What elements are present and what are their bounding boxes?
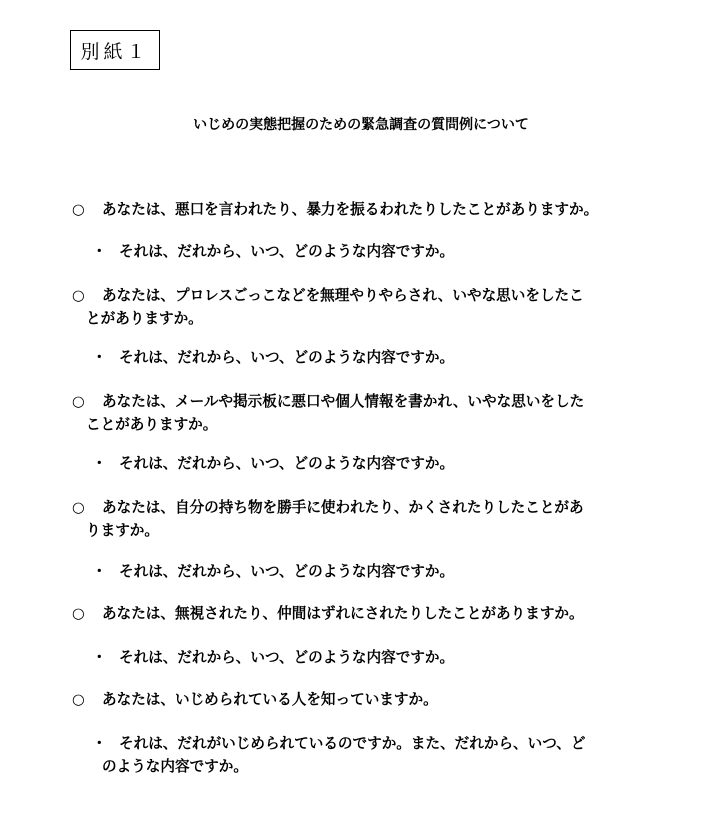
attachment-label <box>70 30 160 70</box>
circle-bullet-icon: ○ <box>72 605 85 622</box>
question-text: あなたは、いじめられている人を知っていますか。 <box>102 691 438 708</box>
sub-question-item <box>92 452 652 475</box>
dot-bullet-icon: ・ <box>92 455 107 472</box>
question-text: あなたは、プロレスごっこなどを無理やりやらされ、いやな思いをしたこ <box>102 287 584 304</box>
question-item <box>72 496 652 542</box>
sub-question-text-continued: のような内容ですか。 <box>102 758 248 775</box>
dot-bullet-icon: ・ <box>92 243 107 260</box>
circle-bullet-icon: ○ <box>72 691 85 708</box>
sub-question-text: それは、だれから、いつ、どのような内容ですか。 <box>119 649 455 666</box>
circle-bullet-icon: ○ <box>72 393 85 410</box>
question-item <box>72 284 652 330</box>
sub-question-item <box>92 240 652 263</box>
question-text: あなたは、自分の持ち物を勝手に使われたり、かくされたりしたことがあ <box>102 499 584 516</box>
question-text-continued: とがありますか。 <box>86 310 203 327</box>
sub-question-text: それは、だれから、いつ、どのような内容ですか。 <box>119 243 455 260</box>
question-text-continued: ことがありますか。 <box>86 416 218 433</box>
sub-question-item <box>92 646 652 669</box>
question-item <box>72 390 652 436</box>
question-text: あなたは、メールや掲示板に悪口や個人情報を書かれ、いやな思いをした <box>102 393 585 410</box>
question-item <box>72 198 652 221</box>
document-title: いじめの実態把握のための緊急調査の質問例について <box>193 117 529 133</box>
sub-question-text: それは、だれから、いつ、どのような内容ですか。 <box>119 455 455 472</box>
sub-question-item <box>92 346 652 369</box>
sub-question-item <box>92 560 652 583</box>
circle-bullet-icon: ○ <box>72 287 85 304</box>
dot-bullet-icon: ・ <box>92 563 107 580</box>
dot-bullet-icon: ・ <box>92 735 107 752</box>
sub-question-text: それは、だれがいじめられているのですか。また、だれから、いつ、ど <box>119 735 586 752</box>
sub-question-item <box>92 732 652 778</box>
sub-question-text: それは、だれから、いつ、どのような内容ですか。 <box>119 349 455 366</box>
circle-bullet-icon: ○ <box>72 201 85 218</box>
question-item <box>72 602 652 625</box>
question-text-continued: りますか。 <box>86 522 159 539</box>
circle-bullet-icon: ○ <box>72 499 85 516</box>
question-item <box>72 688 652 711</box>
attachment-label-text: 別紙１ <box>80 40 150 63</box>
question-text: あなたは、悪口を言われたり、暴力を振るわれたりしたことがありますか。 <box>102 201 599 218</box>
dot-bullet-icon: ・ <box>92 349 107 366</box>
question-text: あなたは、無視されたり、仲間はずれにされたりしたことがありますか。 <box>102 605 584 622</box>
dot-bullet-icon: ・ <box>92 649 107 666</box>
sub-question-text: それは、だれから、いつ、どのような内容ですか。 <box>119 563 455 580</box>
